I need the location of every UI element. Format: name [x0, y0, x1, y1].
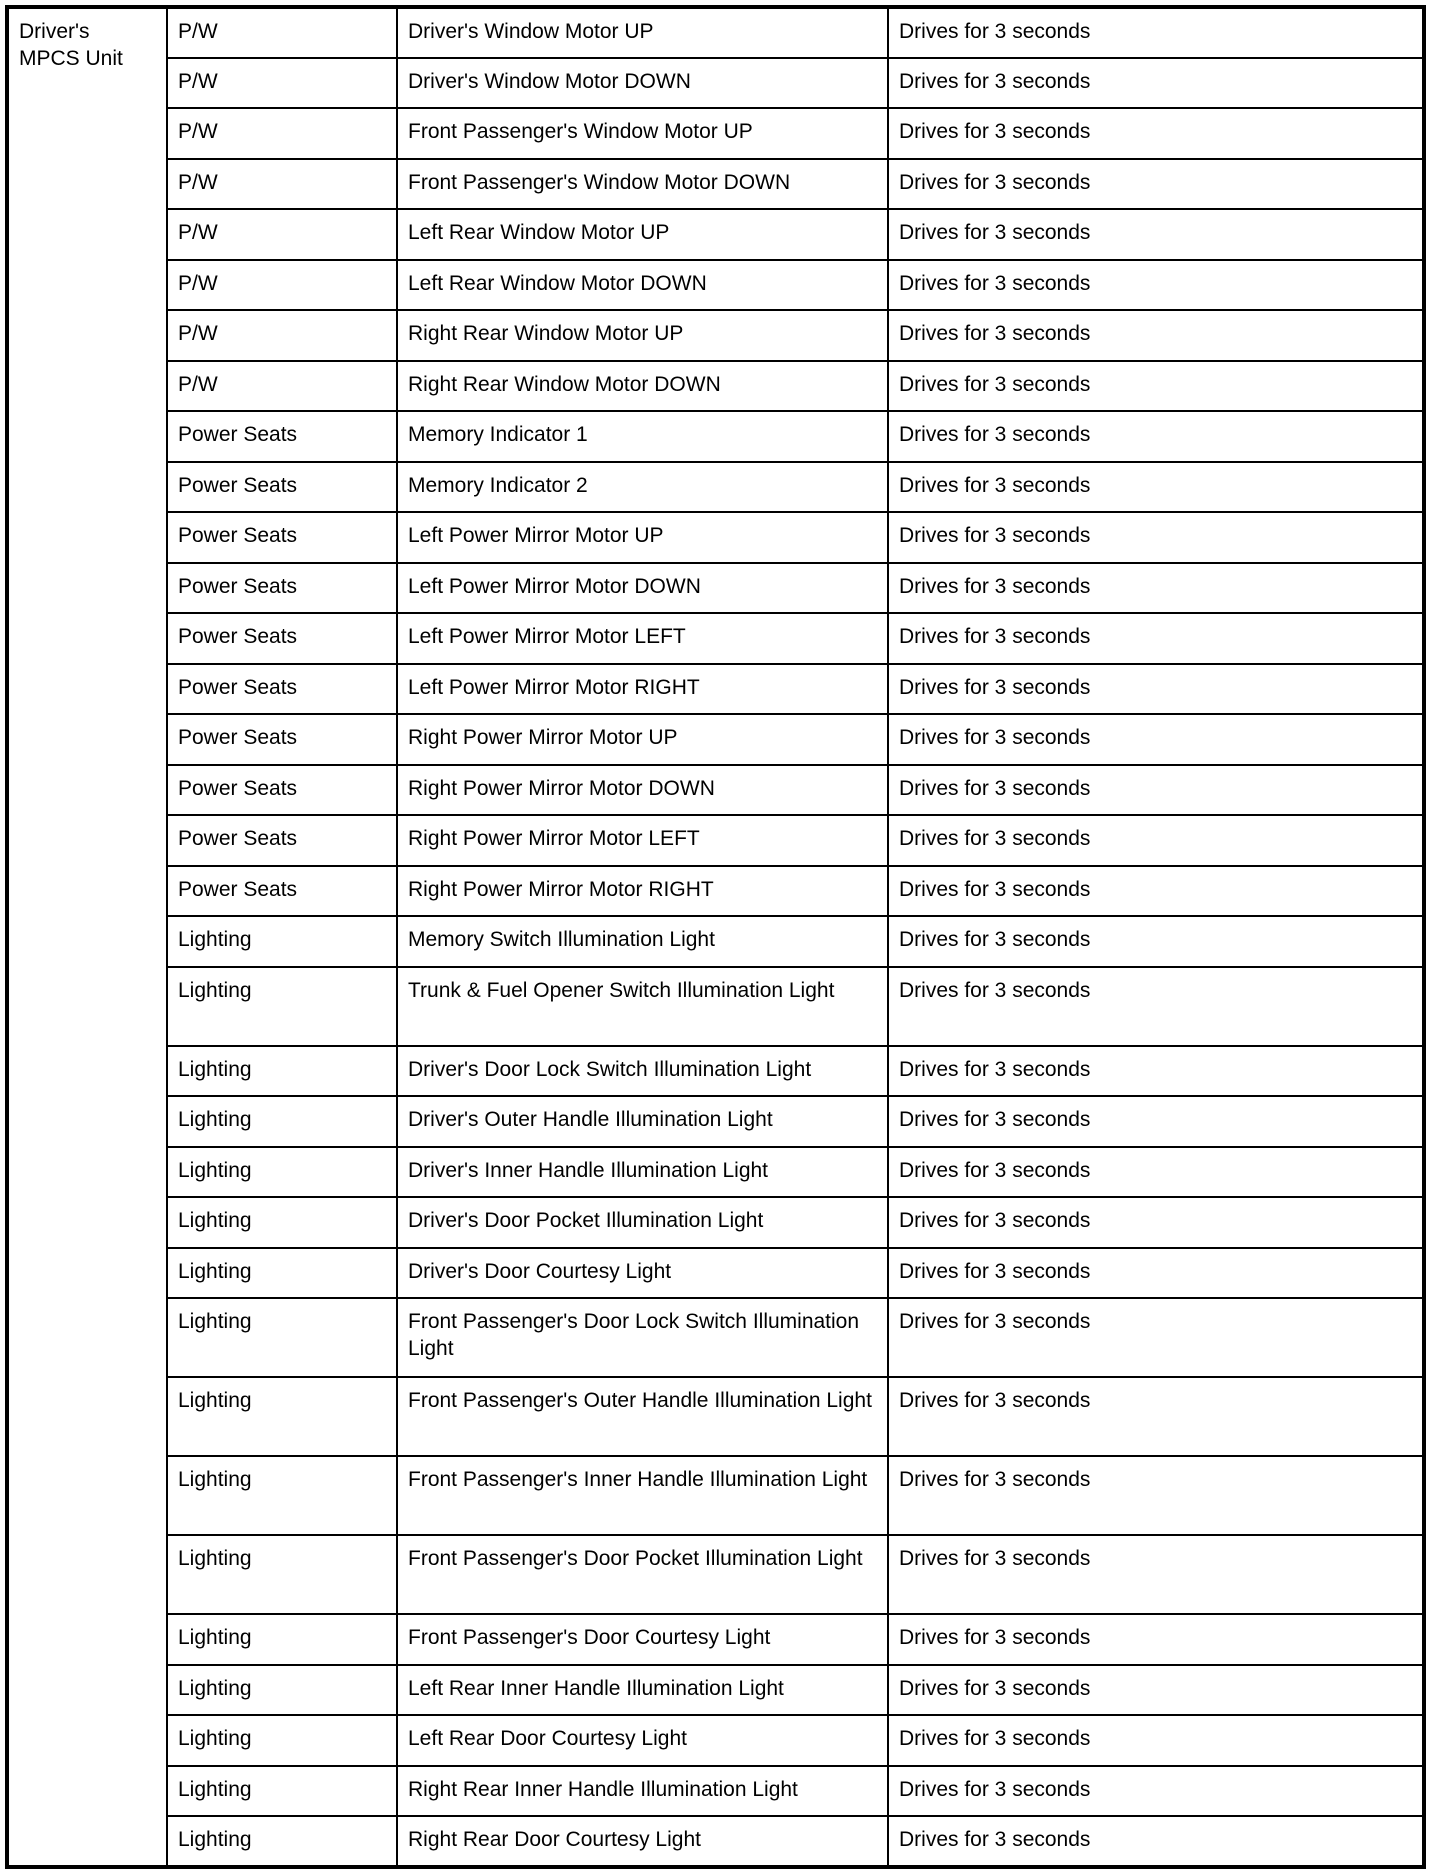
table-row	[7, 1046, 1424, 1097]
table-row	[7, 967, 1424, 1046]
item-cell: Left Power Mirror Motor RIGHT	[397, 664, 888, 715]
operation-cell: Drives for 3 seconds	[888, 1298, 1424, 1377]
table-row	[7, 7, 1424, 58]
operation-cell: Drives for 3 seconds	[888, 1766, 1424, 1817]
item-cell: Right Power Mirror Motor RIGHT	[397, 866, 888, 917]
table-row	[7, 1766, 1424, 1817]
item-cell: Left Rear Door Courtesy Light	[397, 1715, 888, 1766]
operation-cell: Drives for 3 seconds	[888, 1816, 1424, 1867]
operation-cell: Drives for 3 seconds	[888, 866, 1424, 917]
item-cell: Front Passenger's Door Lock Switch Illumination Light	[397, 1298, 888, 1377]
item-cell: Right Power Mirror Motor LEFT	[397, 815, 888, 866]
table-row	[7, 1197, 1424, 1248]
operation-cell: Drives for 3 seconds	[888, 209, 1424, 260]
table-row	[7, 159, 1424, 210]
operation-cell: Drives for 3 seconds	[888, 1665, 1424, 1716]
operation-cell: Drives for 3 seconds	[888, 1535, 1424, 1614]
operation-cell: Drives for 3 seconds	[888, 815, 1424, 866]
table-row	[7, 58, 1424, 109]
table-body	[7, 7, 1424, 1867]
operation-cell: Drives for 3 seconds	[888, 765, 1424, 816]
operation-cell: Drives for 3 seconds	[888, 967, 1424, 1046]
item-cell: Left Power Mirror Motor DOWN	[397, 563, 888, 614]
item-cell: Right Rear Window Motor UP	[397, 310, 888, 361]
operation-cell: Drives for 3 seconds	[888, 7, 1424, 58]
operation-cell: Drives for 3 seconds	[888, 1377, 1424, 1456]
system-cell: P/W	[167, 159, 397, 210]
operation-cell: Drives for 3 seconds	[888, 310, 1424, 361]
system-cell: Lighting	[167, 1377, 397, 1456]
operation-cell: Drives for 3 seconds	[888, 1147, 1424, 1198]
system-cell: Power Seats	[167, 765, 397, 816]
system-cell: Lighting	[167, 1665, 397, 1716]
item-cell: Front Passenger's Door Courtesy Light	[397, 1614, 888, 1665]
item-cell: Left Power Mirror Motor UP	[397, 512, 888, 563]
system-cell: Lighting	[167, 1715, 397, 1766]
table-row	[7, 1248, 1424, 1299]
table-row	[7, 1535, 1424, 1614]
system-cell: Lighting	[167, 1298, 397, 1377]
system-cell: P/W	[167, 209, 397, 260]
unit-cell: Driver's MPCS Unit	[7, 7, 167, 1867]
item-cell: Right Rear Inner Handle Illumination Light	[397, 1766, 888, 1817]
item-cell: Left Rear Inner Handle Illumination Light	[397, 1665, 888, 1716]
system-cell: Lighting	[167, 1147, 397, 1198]
item-cell: Left Rear Window Motor DOWN	[397, 260, 888, 311]
table-row	[7, 1816, 1424, 1867]
item-cell: Driver's Outer Handle Illumination Light	[397, 1096, 888, 1147]
system-cell: Lighting	[167, 1456, 397, 1535]
operation-cell: Drives for 3 seconds	[888, 462, 1424, 513]
system-cell: Power Seats	[167, 462, 397, 513]
item-cell: Driver's Door Lock Switch Illumination Light	[397, 1046, 888, 1097]
system-cell: Lighting	[167, 916, 397, 967]
system-cell: Power Seats	[167, 815, 397, 866]
table-row	[7, 260, 1424, 311]
item-cell: Driver's Window Motor DOWN	[397, 58, 888, 109]
operation-cell: Drives for 3 seconds	[888, 58, 1424, 109]
operation-cell: Drives for 3 seconds	[888, 512, 1424, 563]
operation-cell: Drives for 3 seconds	[888, 916, 1424, 967]
system-cell: P/W	[167, 58, 397, 109]
table-row	[7, 1147, 1424, 1198]
active-test-table	[5, 5, 1426, 1869]
system-cell: Lighting	[167, 1096, 397, 1147]
item-cell: Driver's Door Pocket Illumination Light	[397, 1197, 888, 1248]
table-row	[7, 1377, 1424, 1456]
item-cell: Right Rear Door Courtesy Light	[397, 1816, 888, 1867]
system-cell: Power Seats	[167, 714, 397, 765]
operation-cell: Drives for 3 seconds	[888, 563, 1424, 614]
item-cell: Memory Switch Illumination Light	[397, 916, 888, 967]
item-cell: Front Passenger's Inner Handle Illumination Light	[397, 1456, 888, 1535]
table-row	[7, 1456, 1424, 1535]
table-row	[7, 310, 1424, 361]
table-row	[7, 866, 1424, 917]
table-row	[7, 361, 1424, 412]
table-row	[7, 1096, 1424, 1147]
operation-cell: Drives for 3 seconds	[888, 108, 1424, 159]
table-row	[7, 1614, 1424, 1665]
item-cell: Front Passenger's Door Pocket Illumination Light	[397, 1535, 888, 1614]
item-cell: Left Rear Window Motor UP	[397, 209, 888, 260]
operation-cell: Drives for 3 seconds	[888, 1248, 1424, 1299]
table-row	[7, 916, 1424, 967]
item-cell: Trunk & Fuel Opener Switch Illumination Light	[397, 967, 888, 1046]
item-cell: Driver's Window Motor UP	[397, 7, 888, 58]
operation-cell: Drives for 3 seconds	[888, 1197, 1424, 1248]
operation-cell: Drives for 3 seconds	[888, 1046, 1424, 1097]
operation-cell: Drives for 3 seconds	[888, 411, 1424, 462]
system-cell: Lighting	[167, 1816, 397, 1867]
system-cell: Lighting	[167, 1046, 397, 1097]
system-cell: P/W	[167, 361, 397, 412]
system-cell: P/W	[167, 310, 397, 361]
table-row	[7, 108, 1424, 159]
system-cell: Power Seats	[167, 563, 397, 614]
table-row	[7, 1665, 1424, 1716]
item-cell: Front Passenger's Window Motor UP	[397, 108, 888, 159]
item-cell: Front Passenger's Outer Handle Illumination Light	[397, 1377, 888, 1456]
item-cell: Left Power Mirror Motor LEFT	[397, 613, 888, 664]
system-cell: Power Seats	[167, 411, 397, 462]
table-row	[7, 411, 1424, 462]
system-cell: P/W	[167, 7, 397, 58]
item-cell: Right Rear Window Motor DOWN	[397, 361, 888, 412]
item-cell: Right Power Mirror Motor UP	[397, 714, 888, 765]
system-cell: Power Seats	[167, 512, 397, 563]
table-row	[7, 563, 1424, 614]
item-cell: Front Passenger's Window Motor DOWN	[397, 159, 888, 210]
table-row	[7, 613, 1424, 664]
item-cell: Driver's Door Courtesy Light	[397, 1248, 888, 1299]
system-cell: Lighting	[167, 1248, 397, 1299]
system-cell: Lighting	[167, 1535, 397, 1614]
system-cell: Power Seats	[167, 866, 397, 917]
operation-cell: Drives for 3 seconds	[888, 714, 1424, 765]
system-cell: Lighting	[167, 1766, 397, 1817]
operation-cell: Drives for 3 seconds	[888, 1614, 1424, 1665]
table-row	[7, 714, 1424, 765]
system-cell: Lighting	[167, 1197, 397, 1248]
operation-cell: Drives for 3 seconds	[888, 1715, 1424, 1766]
table-row	[7, 664, 1424, 715]
item-cell: Memory Indicator 1	[397, 411, 888, 462]
item-cell: Right Power Mirror Motor DOWN	[397, 765, 888, 816]
system-cell: Power Seats	[167, 664, 397, 715]
operation-cell: Drives for 3 seconds	[888, 1456, 1424, 1535]
system-cell: Power Seats	[167, 613, 397, 664]
table-row	[7, 765, 1424, 816]
system-cell: P/W	[167, 260, 397, 311]
table-row	[7, 512, 1424, 563]
system-cell: Lighting	[167, 1614, 397, 1665]
operation-cell: Drives for 3 seconds	[888, 613, 1424, 664]
system-cell: Lighting	[167, 967, 397, 1046]
operation-cell: Drives for 3 seconds	[888, 361, 1424, 412]
operation-cell: Drives for 3 seconds	[888, 664, 1424, 715]
table-row	[7, 462, 1424, 513]
table-row	[7, 1715, 1424, 1766]
operation-cell: Drives for 3 seconds	[888, 159, 1424, 210]
table-row	[7, 1298, 1424, 1377]
operation-cell: Drives for 3 seconds	[888, 1096, 1424, 1147]
table-row	[7, 815, 1424, 866]
item-cell: Driver's Inner Handle Illumination Light	[397, 1147, 888, 1198]
operation-cell: Drives for 3 seconds	[888, 260, 1424, 311]
item-cell: Memory Indicator 2	[397, 462, 888, 513]
table-row	[7, 209, 1424, 260]
system-cell: P/W	[167, 108, 397, 159]
